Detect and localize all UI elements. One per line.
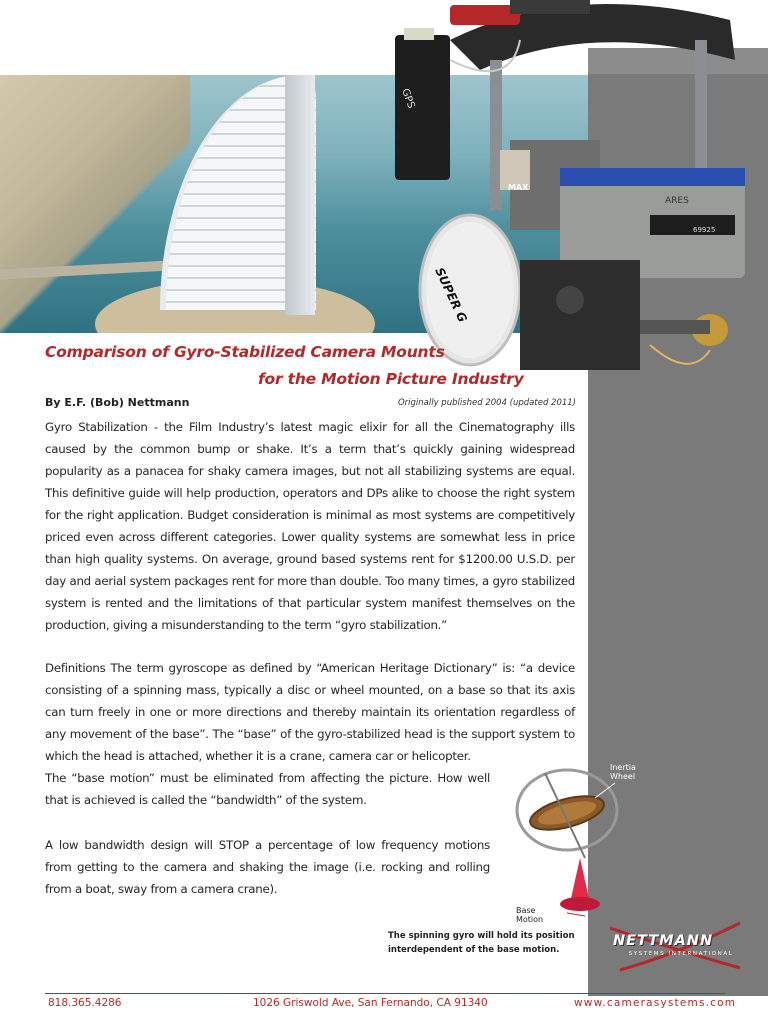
tag-label: 69925 — [693, 226, 716, 234]
byline: By E.F. (Bob) Nettmann — [45, 396, 190, 409]
body-paragraph-2-wide: Definitions The term gyroscope as defined by “American Heritage Dictionary” is: “a device consisting of a spinning mass, typically a disc or wheel mounted, on a base so that its axis can turn freely in one or more directions and thereby maintain its orientation regardless of any movement of the base”. The “base” of the gyro-stabilized head is the support system to which the head is attached, whether it is a crane, camera car or helicopter. — [45, 661, 575, 763]
logo-subtitle: SYSTEMS INTERNATIONAL — [628, 951, 734, 957]
figure-caption: The spinning gyro will hold its position interdependent of the base motion. — [388, 931, 575, 955]
body-paragraph-1: Gyro Stabilization - the Film Industry’s latest magic elixir for all the Cinematography ills caused by the common bump or shake. It’s a term that’s quickly gaining widespread popularity as a panacea for shaky camera images, but not all stabilizing systems are equal. This definitive guide will help production, operators and DPs alike to choose the right system for the right application. Budget consideration is minimal as most systems are competitively priced even across different categories. Lower quality systems are somewhat less in price than high quality systems. On average, ground based systems rent for $1200.00 U.S.D. per day and aerial system packages rent for more than double. Too many times, a gyro stabilized system is rented and the limitations of that particular system manifest themselves on the production, giving a misunderstanding to the term “gyro stabilization.” — [45, 420, 575, 632]
footer-address: 1026 Griswold Ave, San Fernando, CA 91340 — [253, 997, 488, 1009]
max-label: MAX — [508, 183, 529, 192]
article-title-line2: for the Motion Picture Industry — [258, 370, 524, 388]
footer-phone: 818.365.4286 — [48, 997, 122, 1009]
body-paragraph-3: A low bandwidth design will STOP a percentage of low frequency motions from getting to the camera and shaking the image (i.e. rocking and rolling from a boat, sway from a camera crane). — [45, 838, 490, 896]
body-paragraph-2 — [45, 657, 575, 811]
footer-divider — [45, 993, 725, 994]
logo-name: NETTMANN — [613, 933, 714, 949]
body-paragraph-2-narrow: The “base motion” must be eliminated from affecting the picture. How well that is achieved is called the “bandwidth” of the system. — [45, 771, 490, 807]
gps-label: GPS — [399, 87, 417, 110]
article-title-line1: Comparison of Gyro-Stabilized Camera Mounts — [45, 343, 445, 361]
inertia-wheel-label: Inertia Wheel — [610, 763, 636, 781]
publication-note: Originally published 2004 (updated 2011) — [397, 398, 576, 408]
camera-rig-illustration — [390, 0, 750, 395]
base-motion-label: Base Motion — [516, 906, 544, 924]
tower-mast — [285, 75, 315, 315]
super-g-label: SUPER G — [432, 265, 470, 325]
gyroscope-figure — [505, 758, 655, 923]
footer-website[interactable]: www.camerasystems.com — [574, 997, 737, 1009]
camera-label: ARES — [665, 196, 689, 206]
